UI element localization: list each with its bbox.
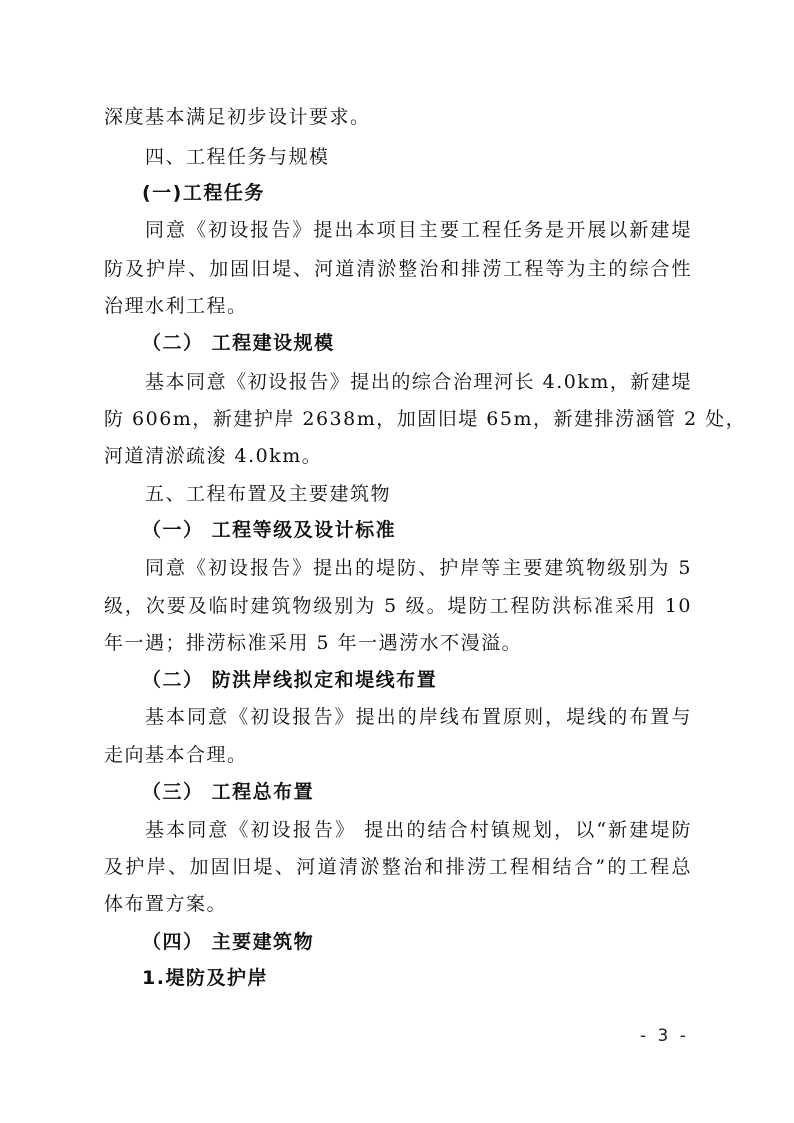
body-line: 基本同意《初设报告》 提出的结合村镇规划，以“新建堤防 [145, 819, 692, 841]
body-line: 级，次要及临时建筑物级别为 5 级。堤防工程防洪标准采用 10 [104, 595, 692, 617]
body-line: 走向基本合理。 [104, 744, 248, 766]
body-line: 基本同意《初设报告》提出的综合治理河长 4.0km，新建堤 [145, 371, 692, 393]
body-line: 年一遇；排涝标准采用 5 年一遇涝水不漫溢。 [104, 632, 523, 654]
subsection-heading: （一） 工程等级及设计标准 [142, 519, 397, 541]
section-heading: 五、工程布置及主要建筑物 [145, 483, 392, 505]
body-line: 治理水利工程。 [104, 295, 248, 317]
page-number: - 3 - [640, 1026, 689, 1046]
body-line: 防及护岸、加固旧堤、河道清淤整治和排涝工程等为主的综合性 [104, 258, 692, 280]
subsection-heading: （二） 工程建设规模 [142, 332, 335, 354]
body-line: 体布置方案。 [104, 893, 228, 915]
body-line: 河道清淤疏浚 4.0km。 [104, 445, 323, 467]
section-heading: 四、工程任务与规模 [145, 146, 330, 168]
body-line: 同意《初设报告》提出的堤防、护岸等主要建筑物级别为 5 [145, 557, 692, 579]
subsection-heading: （四） 主要建筑物 [142, 931, 315, 953]
subsection-heading: （二） 防洪岸线拟定和堤线布置 [142, 669, 438, 691]
body-line: 深度基本满足初步设计要求。 [104, 106, 371, 128]
subsection-heading: （三） 工程总布置 [142, 781, 315, 803]
subsection-heading: (一)工程任务 [142, 182, 265, 204]
body-line: 及护岸、加固旧堤、河道清淤整治和排涝工程相结合”的工程总 [104, 856, 692, 878]
body-line: 同意《初设报告》提出本项目主要工程任务是开展以新建堤 [145, 219, 692, 241]
item-heading: 1.堤防及护岸 [142, 967, 268, 989]
body-line: 基本同意《初设报告》提出的岸线布置原则，堤线的布置与 [145, 706, 692, 728]
body-line: 防 606m，新建护岸 2638m，加固旧堤 65m，新建排涝涵管 2 处， [104, 408, 747, 430]
